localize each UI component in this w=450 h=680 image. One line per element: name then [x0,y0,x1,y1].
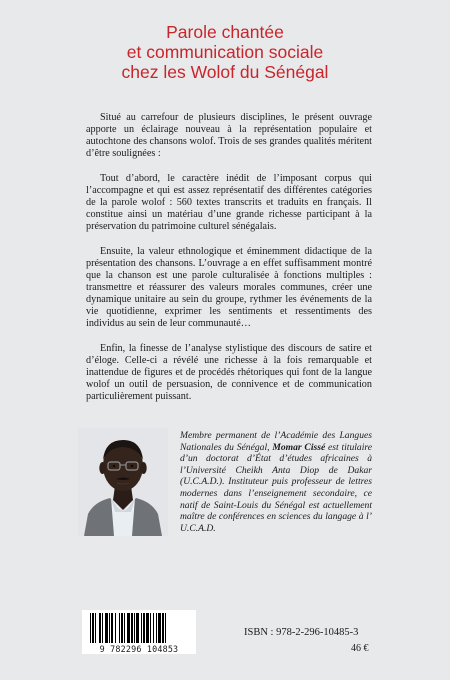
summary-paragraph-2: Tout d’abord, le caractère inédit de l’imposant corpus qui l’accompagne et qui est assez représentatif des différentes catégories de la parole wolof : 560 textes transcrits et traduits en français. Il constitue ainsi un matériau d’une grande richesse participant à la préservation du patrimoine culturel sénégalais. [86,173,372,232]
author-portrait-image [78,428,168,536]
book-title [0,22,450,82]
author-name: Momar Cissé [272,441,326,453]
title-line-3: chez les Wolof du Sénégal [121,62,329,82]
price-label: 46 € [351,643,369,654]
author-photo [78,428,168,536]
author-intro: Membre permanent de l’Académie des Langues Nationales du Sénégal, [180,430,372,453]
summary-paragraph-1: Situé au carrefour de plusieurs disciplines, le présent ouvrage apporte un éclairage nouveau à la représentation populaire et autochtone des chansons wolof. Trois de ses grandes qualités méritent d’être soulignées : [86,112,372,159]
author-bio: est titulaire d’un doctorat d’État d’études africaines à l’Université Cheikh Anta Diop de Dakar (U.C.A.D.). Instituteur puis professeur de lettres modernes dans l’enseignement secondaire, ce natif de Saint-Louis du Sénégal est actuellement maître de conférences en sciences du langage à l’ U.C.A.D. [180,441,373,534]
barcode [82,610,196,654]
barcode-digits: 9 782296 104853 [82,644,196,654]
author-biography [180,430,372,534]
back-cover-summary [86,112,372,416]
title-line-2: et communication sociale [126,42,324,62]
barcode-bars [82,610,196,644]
summary-paragraph-3: Ensuite, la valeur ethnologique et éminemment didactique de la présentation des chansons. L’ouvrage a en effet suffisamment montré que la chanson est une parole culturalisée à fonctions multiples : transmettre et réassurer des valeurs morales communes, créer une dynamique unitaire au sein du groupe, rythmer les événements de la vie quotidienne, exprimer les sentiments et ressentiments des individus au sein de leur communauté… [86,246,372,329]
summary-paragraph-4: Enfin, la finesse de l’analyse stylistique des discours de satire et d’éloge. Celle-ci a révélé une richesse à la fois remarquable et inattendue de figures et de procédés rhétoriques qui font de la langue wolof un outil de persuasion, de connivence et de communication particulièrement puissant. [86,343,372,402]
title-line-1: Parole chantée [166,22,284,42]
isbn-number: ISBN : 978-2-296-10485-3 [244,627,359,638]
